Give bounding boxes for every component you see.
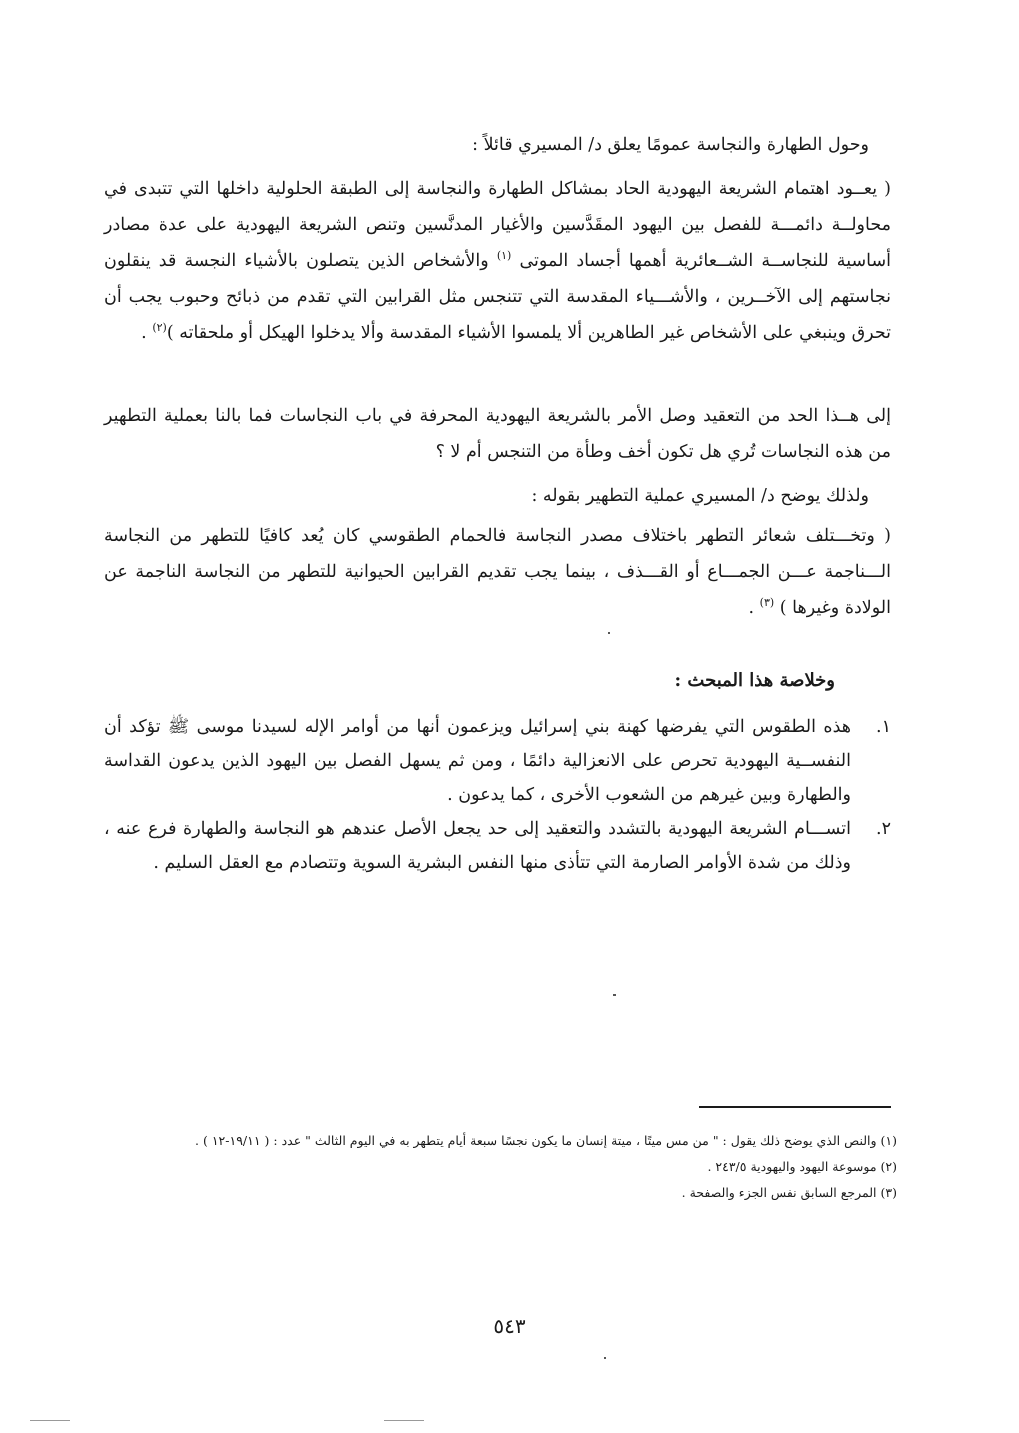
list-item-text: اتســـام الشريعة اليهودية بالتشدد والتعقيد إلى حد يجعل الأصل عندهم هو النجاسة والطهارة فرع عنه ، وذلك من شدة الأوامر الصارمة التي تتأذى منها النفس البشرية السوية وتتصادم مع العقل السليم . (104, 819, 851, 873)
quote1-end: . (141, 323, 153, 343)
scan-speck (604, 1357, 606, 1359)
quote1-text: ( يعــود اهتمام الشريعة اليهودية الحاد بمشاكل الطهارة والنجاسة إلى الطبقة الحلولية داخلها التي تتبدى في محاولــة دائمـــة للفصل بين اليهود المقَدَّسين والأغيار المدنَّسين وتنص الشريعة اليهودية على عدة مصادر أساسية للنجاســة الشــعائرية أهمها أجساد الموتى (104, 179, 891, 271)
page-number: ٥٤٣ (493, 1314, 526, 1338)
quote-block-2 (104, 518, 891, 626)
summary-heading: وخلاصة هذا المبحث : (674, 670, 835, 691)
footnote-divider (699, 1106, 891, 1108)
para2-text: إلى هــذا الحد من التعقيد وصل الأمر بالشريعة اليهودية المحرفة في باب النجاسات فما بالنا بعملية التطهير من هذه النجاسات تُري هل تكون أخف وطأة من التنجس أم لا ؟ (104, 406, 891, 462)
list-item-number: ٢. (876, 819, 891, 839)
footnotes (104, 1128, 897, 1206)
list-item-number: ١. (876, 717, 891, 737)
scan-speck (613, 994, 616, 996)
scan-speck (608, 632, 610, 634)
quote2-end: . (748, 598, 760, 618)
footnote-ref-1[interactable]: (١) (496, 249, 512, 263)
footnote-ref-2[interactable]: (٢) (152, 321, 167, 335)
footnote-2: (٢) موسوعة اليهود واليهودية ٢٤٣/٥ . (707, 1159, 897, 1174)
list-item-text: هذه الطقوس التي يفرضها كهنة بني إسرائيل ويزعمون أنها من أوامر الإله لسيدنا موسى ﷺ تؤكد أن النفســية اليهودية تحرص على الانعزالية دائمًا ، ومن ثم يسهل الفصل بين اليهود الذين يدعون القداسة والطهارة وبين غيرهم من الشعوب الأخرى ، كما يدعون . (104, 717, 851, 805)
quote2-text: ( وتخـــتلف شعائر التطهر باختلاف مصدر النجاسة فالحمام الطقوسي كان يُعد كافيًا للتطهر من النجاسة الـــناجمة عـــن الجمـــاع أو القـــذف ، بينما يجب تقديم القرابين الحيوانية للتطهر من النجاسة الناجمة عن الولادة وغيرها ) (104, 526, 891, 618)
summary-list (104, 710, 891, 880)
scan-speck (30, 1420, 70, 1421)
scan-speck (384, 1420, 424, 1421)
quote-block-1 (104, 171, 891, 351)
footnote-3: (٣) المرجع السابق نفس الجزء والصفحة . (681, 1185, 897, 1200)
paragraph-2 (104, 398, 891, 470)
intro-text: وحول الطهارة والنجاسة عمومًا يعلق د/ المسيري قائلاً : (472, 135, 869, 155)
quote1-text-continued: والأشخاص الذين يتصلون بالأشياء النجسة قد ينقلون نجاستهم إلى الآخــرين ، والأشـــياء المقدسة التي تتنجس مثل القرابين التي تقدم من ذبائح وحبوب يجب أن تحرق وينبغي على الأشخاص غير الطاهرين ألا يلمسوا الأشياء المقدسة وألا يدخلوا الهيكل أو ملحقاته ) (104, 251, 891, 343)
footnote-ref-3[interactable]: (٣) (759, 596, 775, 610)
para3-text: ولذلك يوضح د/ المسيري عملية التطهير بقوله : (531, 486, 869, 506)
list-item (104, 812, 891, 880)
paragraph-3 (104, 478, 891, 514)
footnote-1: (١) والنص الذي يوضح ذلك يقول : " من مس ميتًا ، ميتة إنسان ما يكون نجسًا سبعة أيام يتطهر به في اليوم الثالث " عدد : ( ١٩/١١-١٢ ) . (195, 1133, 897, 1148)
intro-paragraph (104, 127, 891, 163)
list-item (104, 710, 891, 812)
